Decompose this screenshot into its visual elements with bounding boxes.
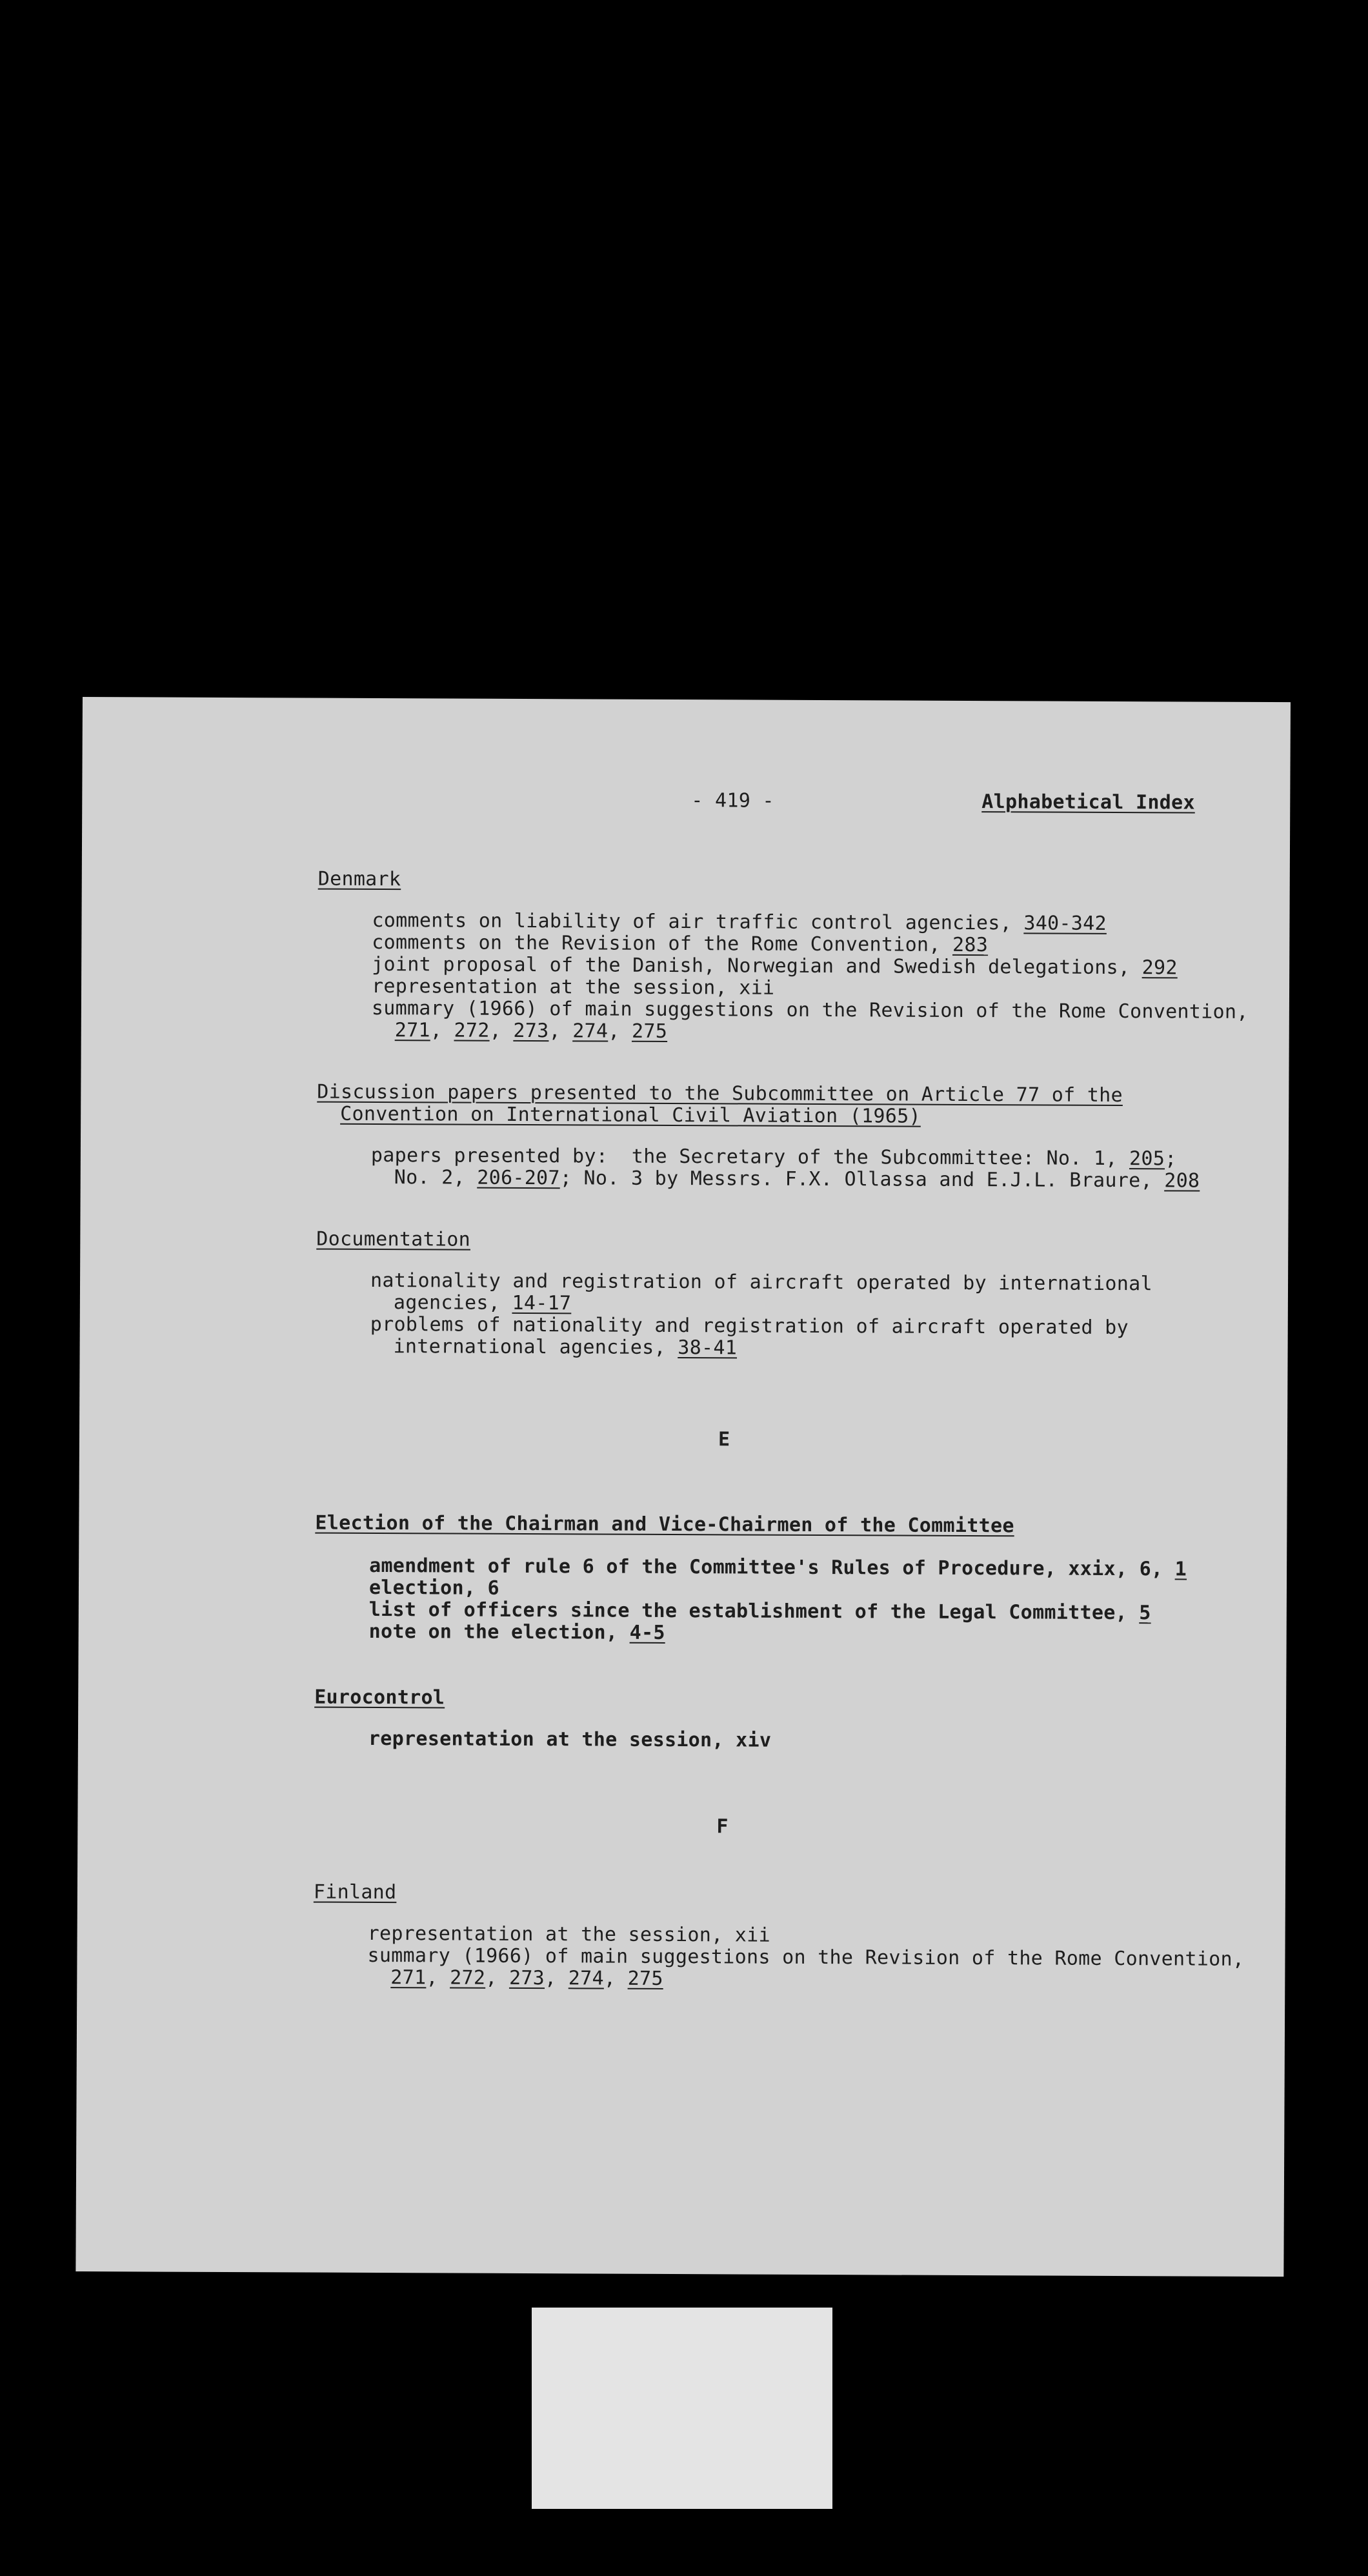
entry-line: list of officers since the establishment of the Legal Committee, 5 [368, 1598, 1151, 1625]
page-reference: 274 [572, 1020, 609, 1043]
entry-heading-discussion-line2: Convention on International Civil Aviation (1965) [340, 1102, 921, 1128]
entry-line: nationality and registration of aircraft operated by international [370, 1269, 1152, 1296]
entry-line: amendment of rule 6 of the Committee's Rules of Procedure, xxix, 6, 1 [369, 1554, 1187, 1581]
page-reference: 208 [1164, 1169, 1200, 1192]
entry-heading-documentation: Documentation [316, 1227, 471, 1251]
entry-line: comments on the Revision of the Rome Convention, 283 [372, 931, 989, 957]
entry-heading-election: Election of the Chairman and Vice-Chairmen of the Committee [315, 1511, 1014, 1538]
page-reference-list: 271, 272, 273, 274, 275 [390, 1966, 663, 1990]
entry-line: comments on liability of air traffic control agencies, 340-342 [372, 909, 1107, 935]
blank-card [532, 2308, 832, 2509]
letter-divider-f: F [716, 1815, 729, 1838]
page-reference: 206-207 [477, 1166, 560, 1190]
page-reference: 274 [568, 1967, 604, 1990]
page-reference: 275 [631, 1020, 668, 1043]
entry-heading-denmark: Denmark [317, 867, 401, 891]
page-reference-list: 271, 272, 273, 274, 275 [394, 1019, 668, 1043]
page-reference: 275 [627, 1967, 663, 1990]
entry-line: agencies, 14-17 [393, 1291, 572, 1315]
page-reference: 1 [1174, 1558, 1187, 1581]
letter-divider-e: E [718, 1428, 730, 1451]
entry-heading-eurocontrol: Eurocontrol [314, 1685, 445, 1709]
page-reference: 5 [1139, 1602, 1151, 1625]
page-number: - 419 - [691, 789, 774, 812]
entry-line: problems of nationality and registration of aircraft operated by [370, 1313, 1129, 1340]
entry-line: representation at the session, xiv [368, 1727, 772, 1752]
page-reference: 340-342 [1023, 912, 1107, 935]
entry-line: representation at the session, xii [367, 1922, 771, 1947]
page-reference: 205 [1129, 1147, 1165, 1171]
page-reference: 272 [454, 1019, 490, 1042]
page-reference: 272 [450, 1966, 486, 1989]
page-reference: 292 [1142, 956, 1178, 980]
page-reference: 273 [513, 1019, 549, 1043]
entry-heading-finland: Finland [313, 1880, 397, 1904]
page-reference: 271 [394, 1019, 430, 1042]
document-page [75, 697, 1291, 2277]
entry-line: papers presented by: the Secretary of the Subcommittee: No. 1, 205; [370, 1143, 1177, 1171]
page-reference: 14-17 [512, 1291, 572, 1315]
entry-line: election, 6 [368, 1576, 500, 1600]
entry-line: No. 2, 206-207; No. 3 by Messrs. F.X. Ollassa and E.J.L. Braure, 208 [394, 1166, 1200, 1192]
page-reference: 38-41 [678, 1336, 738, 1360]
entry-line: summary (1966) of main suggestions on the Revision of the Rome Convention, [367, 1944, 1245, 1971]
page-reference: 283 [952, 933, 989, 957]
page-reference: 4-5 [629, 1621, 665, 1644]
entry-line: summary (1966) of main suggestions on the Revision of the Rome Convention, [371, 996, 1249, 1023]
entry-line: representation at the session, xii [371, 974, 775, 1000]
section-title: Alphabetical Index [981, 790, 1195, 814]
page-reference: 271 [390, 1966, 427, 1989]
entry-heading-discussion-line1: Discussion papers presented to the Subcommittee on Article 77 of the [317, 1080, 1123, 1107]
page-reference: 273 [508, 1966, 545, 1990]
entry-line: note on the election, 4-5 [368, 1620, 665, 1644]
entry-line: international agencies, 38-41 [393, 1335, 738, 1360]
entry-line: joint proposal of the Danish, Norwegian and Swedish delegations, 292 [372, 952, 1178, 980]
